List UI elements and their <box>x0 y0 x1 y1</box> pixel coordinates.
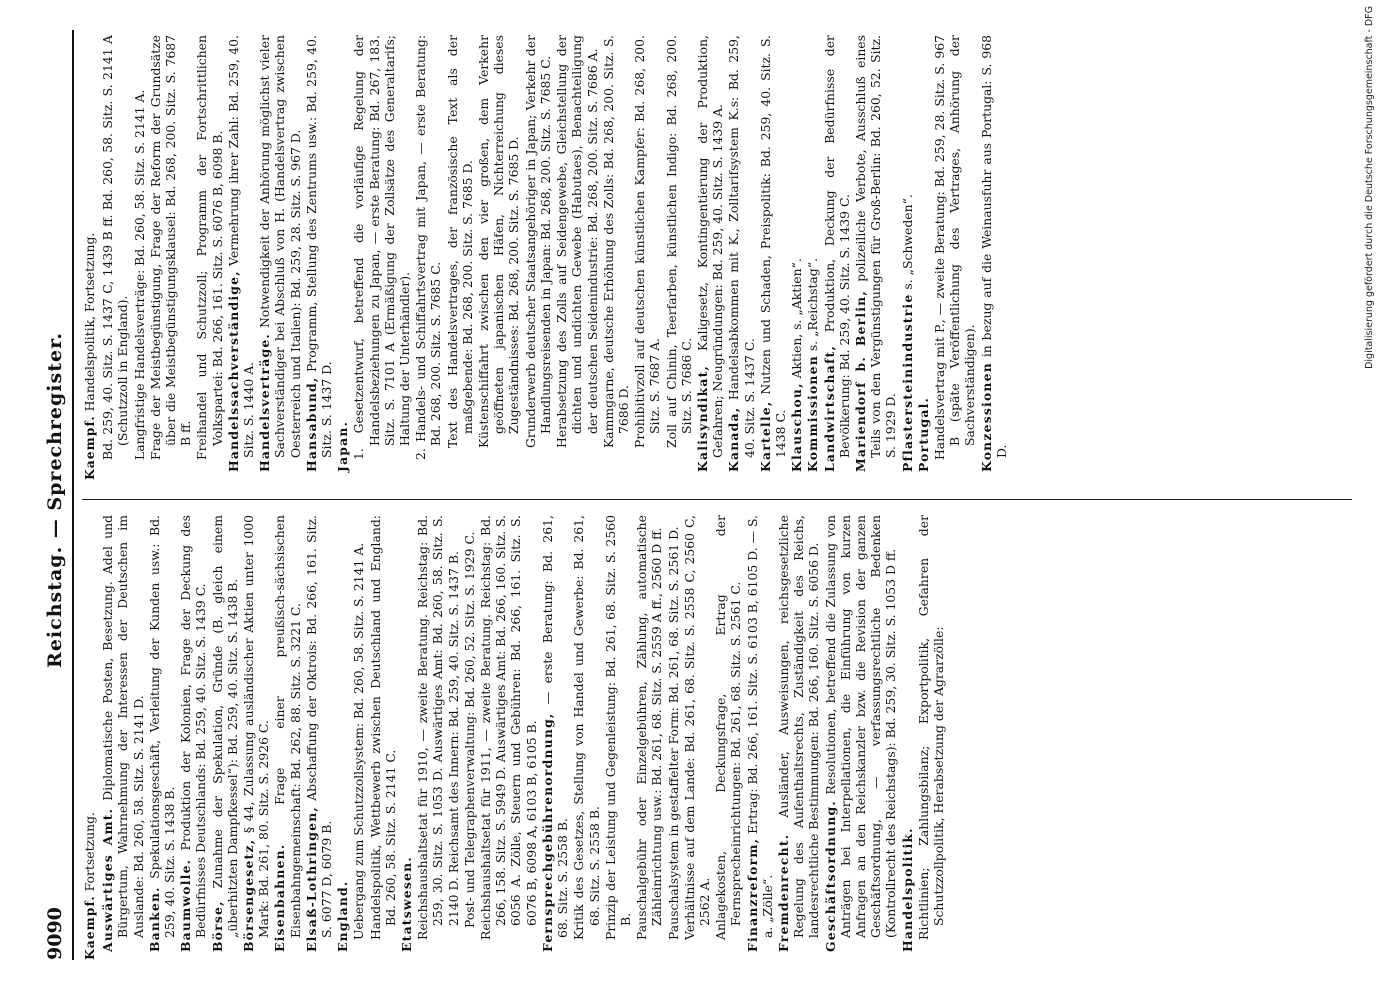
register-entry <box>603 515 633 960</box>
entry-text: Kritik des Gesetzes, Stellung von Handel und Gewerbe: Bd. 261, 68. Sitz. S. 2558 B. <box>571 515 602 940</box>
header-rule <box>72 30 74 960</box>
running-title: Reichstag. — Sprechregister. <box>44 332 66 668</box>
entry-text: Verhältnisse auf dem Lande: Bd. 261, 68. Sitz. S. 2558 C, 2560 C, 2562 A. <box>681 515 712 940</box>
register-entry <box>413 35 443 480</box>
entry-text: Handelsvertrag mit P., — zweite Beratung: Bd. 259, 28. Sitz. S. 967 B (späte Veröffentlichung des Vertrages, Anhörung der Sachverständigen). <box>931 35 978 460</box>
entry-term: Handelssachverständige, <box>225 270 241 472</box>
register-entry <box>257 35 303 480</box>
register-entry <box>445 35 475 480</box>
entry-term: Landwirtschaft, <box>821 345 837 472</box>
entry-text: Anlagekosten, Deckungsfrage, Ertrag der Fernsprecheinrichtungen: Bd. 261, 68. Sitz. S. 2561 C. <box>713 515 744 940</box>
entry-list <box>100 35 1009 480</box>
entry-text: polizeiliche Verbote, Ausschluß eines Teils von den Vergünstigungen für Groß-Berlin: Bd. 260, 52. Sitz. S. 1929 D. <box>852 35 899 458</box>
entry-text: — erste Beratung: Bd. 261, 68. Sitz. S. 2558 B. <box>539 515 571 938</box>
register-entry <box>147 515 177 960</box>
entry-text: Frage einer preußisch-sächsischen Eisenbahngemeinschaft: Bd. 262, 88. Sitz. S. 3221 C. <box>272 515 303 938</box>
register-entry <box>540 515 570 960</box>
register-entry <box>368 515 398 960</box>
register-entry <box>900 35 915 480</box>
entry-text: Programm, Stellung des Zentrums usw.: Bd. 259, 40. Sitz. S. 1437 D. <box>303 35 335 458</box>
register-entry <box>194 35 224 480</box>
entry-term: Mariendorf b. Berlin, <box>852 290 868 472</box>
register-entry <box>399 515 414 960</box>
entry-term: Börsengesetz, <box>241 838 257 952</box>
register-entry <box>695 35 725 480</box>
entry-text: Pauschalgebühr oder Einzelgebühren, Zählung, automatische Zähleinrichtung usw.: Bd. 261, 68. Sitz. S. 2559 A ff., 2560 D ff. <box>634 515 665 940</box>
register-entry <box>210 515 240 960</box>
entry-text: Vermehrung ihrer Zahl: Bd. 259, 40. Sitz. S. 1440 A. <box>225 35 257 458</box>
register-entry <box>571 515 601 960</box>
entry-text: Diplomatische Posten, Besetzung. Adel und Bürgertum, Wahrnehmung der Interessen der Deutschen im Auslande: Bd. 260, 58. Sitz. S. 2141 D. <box>100 515 146 938</box>
page-number: 9090 <box>44 907 66 960</box>
register-entry <box>601 35 631 480</box>
register-entry <box>226 35 256 480</box>
entry-text: Text des Handelsvertrages, der französische Text als der maßgebende: Bd. 268, 200. Sitz. S. 7685 D. <box>444 35 475 448</box>
entry-term: Handelspolitik. <box>899 827 915 952</box>
left-column <box>82 515 947 960</box>
register-entry <box>822 35 852 480</box>
entry-term: Finanzreform, <box>744 837 760 952</box>
register-entry <box>100 515 146 960</box>
entry-text: Frage der Meistbegünstigung, Frage der Reform der Grundsätze über die Meistbegünstigungsklausel: Bd. 268, 200. Sitz. S. 7687 B ff. <box>147 35 194 460</box>
entry-text: 2. Handels- und Schiffahrtsvertrag mit Japan, — erste Beratung: Bd. 268, 200. Sitz. S. 7685 C. <box>413 35 444 460</box>
column-divider <box>82 499 1352 500</box>
entry-text: Produktion, Deckung der Bedürfnisse der Bevölkerung: Bd. 259, 40. Sitz. S. 1439 C. <box>821 35 852 458</box>
entry-text: Reichshaushaltsetat für 1910, — zweite Beratung. Reichstag: Bd. 259, 30. Sitz. S. 1053 D. Auswärtiges Amt: Bd. 260, 58. Sitz. S. 2140 D. Reichsamt des Innern: Bd. 259, 40. Sitz. S. 1437 B. <box>415 515 461 940</box>
entry-term: Handelsverträge. <box>257 333 273 472</box>
entry-text: Handelsabkommen mit K., Zolltarifsystem K.s: Bd. 259, 40. Sitz. S. 1437 C. <box>726 35 757 458</box>
register-entry <box>776 515 822 960</box>
register-entry <box>241 515 271 960</box>
register-entry <box>713 515 743 960</box>
entry-text: Freihandel und Schutzzoll; Programm der Fortschrittlichen Volkspartei: Bd. 266, 161. Sitz. S. 6076 B, 6098 B. <box>194 35 225 460</box>
entry-text: Prohibitivzoll auf deutschen künstlichen Kampfer: Bd. 268, 200. Sitz. S. 7687 A. <box>632 35 663 448</box>
register-entry <box>682 515 712 960</box>
entry-term: Fremdenrecht. <box>775 833 791 952</box>
register-entry <box>634 515 664 960</box>
entry-text: § 44, Zulassung ausländischer Aktien unter 1000 Mark: Bd. 261, 80. Sitz. S. 2926 C. <box>241 515 272 938</box>
entry-text: s. „Reichstag“. <box>805 257 821 352</box>
register-entry <box>758 35 788 480</box>
register-entry <box>476 35 522 480</box>
entry-text: Langfristige Handelsverträge: Bd. 260, 58. Sitz. S. 2141 A. <box>131 89 147 460</box>
register-entry <box>666 515 681 960</box>
entry-text: Produktion der Kolonien, Frage der Deckung des Bedürfnisses Deutschlands: Bd. 259, 40. Sitz. S. 1439 C. <box>178 515 209 938</box>
register-entry <box>916 35 931 480</box>
register-entry <box>932 35 978 480</box>
entry-text: s. „Schweden“. <box>899 194 915 290</box>
entry-term: Pflastersteinindustrie <box>899 293 915 472</box>
register-entry <box>853 35 899 480</box>
entry-term: Elsaß-Lothringen, <box>303 806 319 952</box>
entry-text: Richtlinien; Zahlungsbilanz; Exportpolitik, Gefahren der Schutzzollpolitik, Herabsetzung der Agrarzölle: <box>915 515 946 940</box>
register-entry <box>335 35 350 480</box>
entry-text: Post- und Telegraphenverwaltung: Bd. 260, 52. Sitz. S. 1929 C. <box>461 531 477 928</box>
entry-text: Nutzen und Schaden, Preispolitik: Bd. 259, 40. Sitz. S. 1438 C. <box>757 35 788 458</box>
entry-term: Portugal. <box>915 396 931 472</box>
register-entry <box>304 515 334 960</box>
entry-text: Pauschalsystem in gestaffelter Form: Bd. 261, 68. Sitz. S. 2561 D. <box>665 526 681 940</box>
entry-text: Zoll auf Chinin, Teerfarben, künstlichen Indigo: Bd. 268, 200. Sitz. S. 7686 C. <box>663 35 694 448</box>
register-entry <box>823 515 899 960</box>
register-entry <box>304 35 334 480</box>
register-entry <box>100 35 130 480</box>
entry-term: Hansabund, <box>303 376 319 472</box>
register-entry <box>415 515 461 960</box>
register-entry <box>478 515 539 960</box>
entry-term: Geschäftsordnung. <box>822 800 838 952</box>
entry-term: Banken. <box>146 886 162 952</box>
entry-text: Ertrag: Bd. 266, 161. Sitz. S. 6103 B, 6105 D. — S. a. „Zölle“. <box>744 515 775 938</box>
entry-text: Abschaffung der Oktrois: Bd. 266, 161. Sitz. S. 6077 D, 6079 B. <box>303 515 335 938</box>
entry-term: Etatswesen. <box>399 856 415 952</box>
lemma-note: Handelspolitik, Fortsetzung. <box>82 232 97 412</box>
entry-text: Prinzip der Leistung und Gegenleistung: Bd. 261, 68. Sitz. S. 2560 B. <box>602 515 633 940</box>
register-entry <box>462 515 477 960</box>
entry-text: Zunahme der Spekulation, Gründe (B. gleich einem „überhitzten Dampfkessel“): Bd. 259, 40. Sitz. S. 1438 B. <box>209 515 240 938</box>
register-entry <box>523 35 553 480</box>
entry-text: Resolutionen, betreffend die Zulassung von Anträgen bei Interpellationen, die Einführung von kurzen Anfragen an den Reichskanzler bzw. die Revision der ganzen Geschäftsordnung, — verfassungsrechtliche Bedenken (Kontrollrecht des Reichstags): Bd. 259, 30. Sitz. S. 1053 D ff. <box>822 515 899 938</box>
register-entry <box>726 35 756 480</box>
entry-term: Eisenbahnen. <box>272 843 288 952</box>
entry-term: England. <box>335 880 351 952</box>
entry-term: Fernsprechgebührenordnung, <box>539 712 555 952</box>
entry-text: in bezug auf die Weinausfuhr aus Portugal: S. 968 D. <box>978 35 1009 458</box>
entry-term: Kanada, <box>726 406 742 472</box>
entry-text: Ausländer, Ausweisungen, reichsgesetzliche Regelung des Aufenthaltsrechts, Zuständigkeit des Reichs, landesrechtliche Bestimmungen: Bd. 266, 160. Sitz. S. 6056 D. <box>775 515 822 938</box>
entry-text: Spekulationsgeschäft, Verleitung der Kunden usw.: Bd. 259, 40. Sitz. S. 1438 B. <box>146 515 178 938</box>
register-entry <box>351 515 366 960</box>
entry-text: Reichshaushaltsetat für 1911, — zweite Beratung. Reichstag: Bd. 266, 158. Sitz. S. 5949 D. Auswärtiges Amt: Bd. 266, 160. Sitz. S. 6056 A. Zölle, Steuern und Gebühren: Bd. 266, 161. Sitz. S. 6076 B, 6098 A, 6103 B, 6105 B. <box>478 515 539 940</box>
register-entry <box>745 515 775 960</box>
entry-term: Auswärtiges Amt. <box>100 807 116 952</box>
lemma-heading <box>82 515 97 960</box>
entry-term: Börse, <box>209 900 225 952</box>
register-entry <box>272 515 302 960</box>
entry-term: Kalisyndikat, <box>694 364 710 472</box>
entry-text: Herabsetzung des Zolls auf Seidengewebe, Gleichstellung der dichten und undichten Gewebe (Habutaes), Benachteiligung der deutschen Seidenindustrie: Bd. 268, 200. Sitz. S. 7686 A. <box>554 35 600 448</box>
register-entry <box>132 35 147 480</box>
lemma-heading <box>82 35 97 480</box>
register-entry <box>805 35 820 480</box>
entry-text: Notwendigkeit der Anhörung möglichst vieler Sachverständiger bei Abschluß von H. (Handelsvertrag zwischen Oesterreich und Italien): Bd. 259, 28. Sitz. S. 967 D. <box>257 35 303 458</box>
register-entry <box>351 35 412 480</box>
register-entry <box>789 35 804 480</box>
entry-list <box>100 515 946 960</box>
entry-term: Japan. <box>335 420 351 472</box>
entry-term: Klauschou, <box>789 382 805 472</box>
register-entry <box>178 515 208 960</box>
lemma-name: Kaempf. <box>82 415 97 480</box>
lemma-note: Fortsetzung. <box>82 812 97 892</box>
entry-text: Grunderwerb deutscher Staatsangehöriger in Japan; Verkehr der Handlungsreisenden in Japan: Bd. 268, 200. Sitz. S. 7685 C. <box>522 35 553 448</box>
register-entry <box>335 515 350 960</box>
entry-text: Handelspolitik, Wettbewerb zwischen Deutschland und England: Bd. 260, 58. Sitz. S. 2141 C. <box>367 515 398 940</box>
entry-text: Küstenschiffahrt zwischen den vier großen, dem Verkehr geöffneten japanischen Häfen, Nichterreichung dieses Zugeständnisses: Bd. 268, 200. Sitz. S. 7685 D. <box>476 35 522 448</box>
entry-text: Uebergang zum Schutzzollsystem: Bd. 260, 58. Sitz. S. 2141 A. <box>351 542 367 940</box>
right-column <box>82 35 1010 480</box>
register-entry <box>148 35 194 480</box>
register-entry <box>900 515 915 960</box>
entry-term: Kommissionen <box>805 355 821 472</box>
register-entry <box>632 35 662 480</box>
entry-text: Aktien, s. „Aktien“. <box>789 258 805 379</box>
entry-term: Baumwolle. <box>178 858 194 952</box>
register-entry <box>916 515 946 960</box>
register-entry <box>979 35 1009 480</box>
digitization-credit: Digitalisierung gefördert durch die Deutsche Forschungsgemeinschaft - DFG <box>1364 6 1375 369</box>
page-header <box>40 0 74 1000</box>
lemma-name: Kaempf. <box>82 895 97 960</box>
entry-text: Bd. 259, 40. Sitz. S. 1437 C, 1439 B ff. Bd. 260, 58. Sitz. S. 2141 A (Schutzzoll in England). <box>100 35 131 460</box>
entry-text: Kaligesetz, Kontingentierung der Produktion, Gefahren; Neugründungen: Bd. 259, 40. Sitz. S. 1439 A. <box>694 35 726 458</box>
entry-term: Kartelle, <box>757 400 773 472</box>
entry-text: Kammgarne, deutsche Erhöhung des Zolls: Bd. 268, 200. Sitz. S. 7686 D. <box>600 35 631 448</box>
register-entry <box>664 35 694 480</box>
register-entry <box>554 35 600 480</box>
entry-text: 1. Gesetzentwurf, betreffend die vorläufige Regelung der Handelsbeziehungen zu Japan, — erste Beratung: Bd. 267, 183. Sitz. S. 7101 A (Ermäßigung der Zollsätze des Generaltarifs; Haltung der Unterhändler). <box>351 35 413 460</box>
entry-term: Konzessionen <box>978 362 994 472</box>
